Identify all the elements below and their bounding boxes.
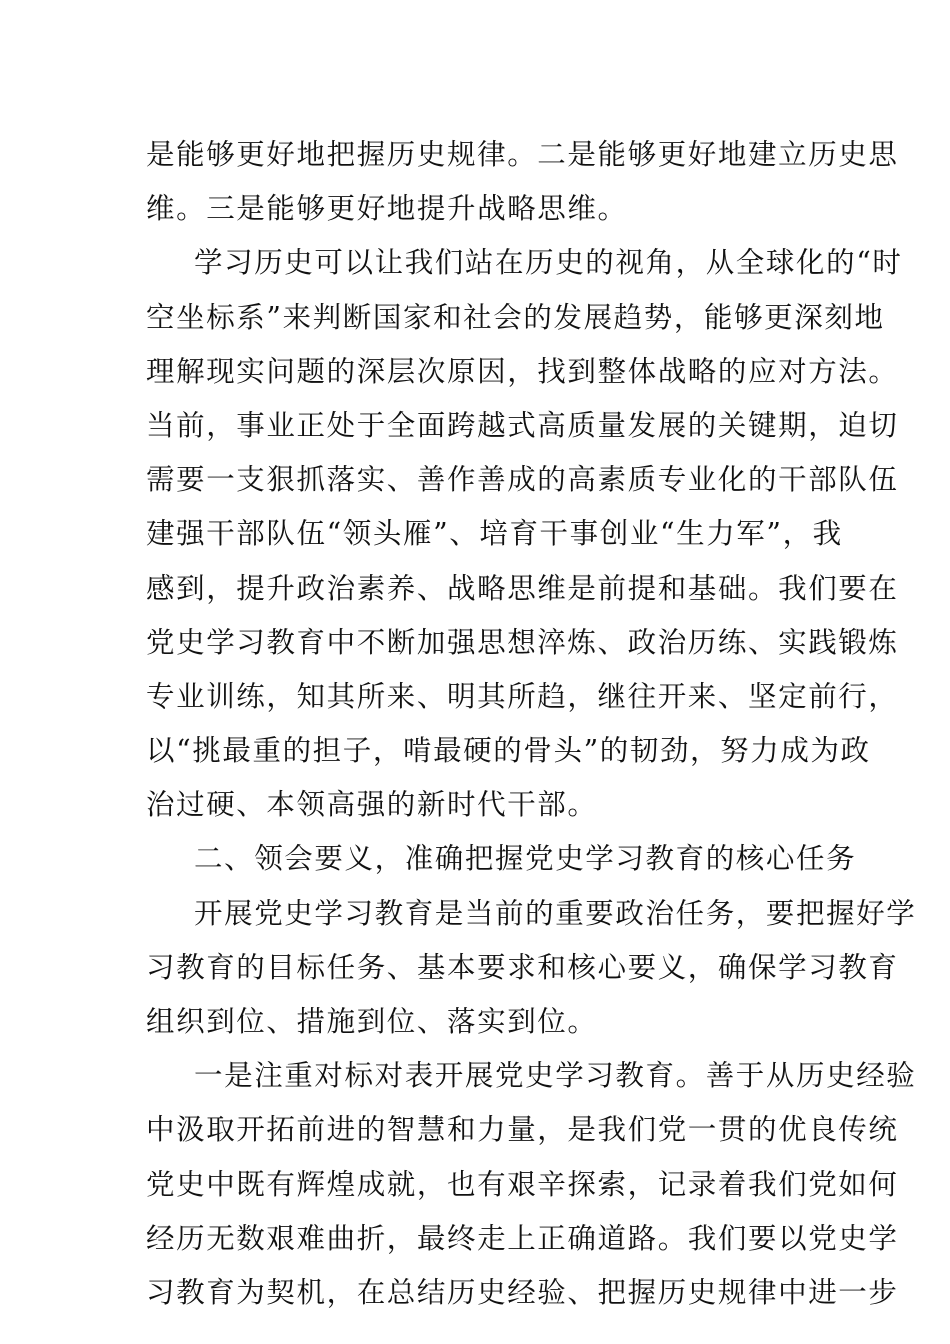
text-line: 需要一支狠抓落实、善作善成的高素质专业化的干部队伍 [146,463,899,497]
text-line: 建强干部队伍“领头雁”、培育干事创业“生力军”，我 [146,517,843,551]
paragraph-start-line: 一是注重对标对表开展党史学习教育。善于从历史经验 [194,1059,917,1093]
text-line: 感到，提升政治素养、战略思维是前提和基础。我们要在 [146,571,899,605]
text-line: 经历无数艰难曲折，最终走上正确道路。我们要以党史学 [146,1221,899,1255]
text-line: 习教育为契机，在总结历史经验、把握历史规律中进一步 [146,1275,899,1309]
paragraph-start-line: 学习历史可以让我们站在历史的视角，从全球化的“时 [194,246,903,280]
text-line: 空坐标系”来判断国家和社会的发展趋势，能够更深刻地 [146,300,885,334]
text-line: 党史中既有辉煌成就，也有艰辛探索，记录着我们党如何 [146,1167,899,1201]
paragraph-start-line: 开展党史学习教育是当前的重要政治任务，要把握好学 [194,896,917,930]
text-line: 当前，事业正处于全面跨越式高质量发展的关键期，迫切 [146,408,899,442]
text-line: 习教育的目标任务、基本要求和核心要义，确保学习教育 [146,950,899,984]
text-line: 维。三是能够更好地提升战略思维。 [146,192,628,226]
text-line: 党史学习教育中不断加强思想淬炼、政治历练、实践锻炼 [146,625,899,659]
body-text [146,128,917,1320]
text-line: 以“挑最重的担子，啃最硬的骨头”的韧劲，努力成为政 [146,734,871,768]
text-line: 治过硬、本领高强的新时代干部。 [146,788,598,822]
section-heading: 二、领会要义，准确把握党史学习教育的核心任务 [194,842,857,876]
text-line: 理解现实问题的深层次原因，找到整体战略的应对方法。 [146,354,899,388]
text-line: 专业训练，知其所来、明其所趋，继往开来、坚定前行， [146,679,899,713]
text-line: 是能够更好地把握历史规律。二是能够更好地建立历史思 [146,138,899,171]
text-line: 中汲取开拓前进的智慧和力量，是我们党一贯的优良传统 [146,1113,899,1147]
text-line: 组织到位、措施到位、落实到位。 [146,1005,598,1038]
